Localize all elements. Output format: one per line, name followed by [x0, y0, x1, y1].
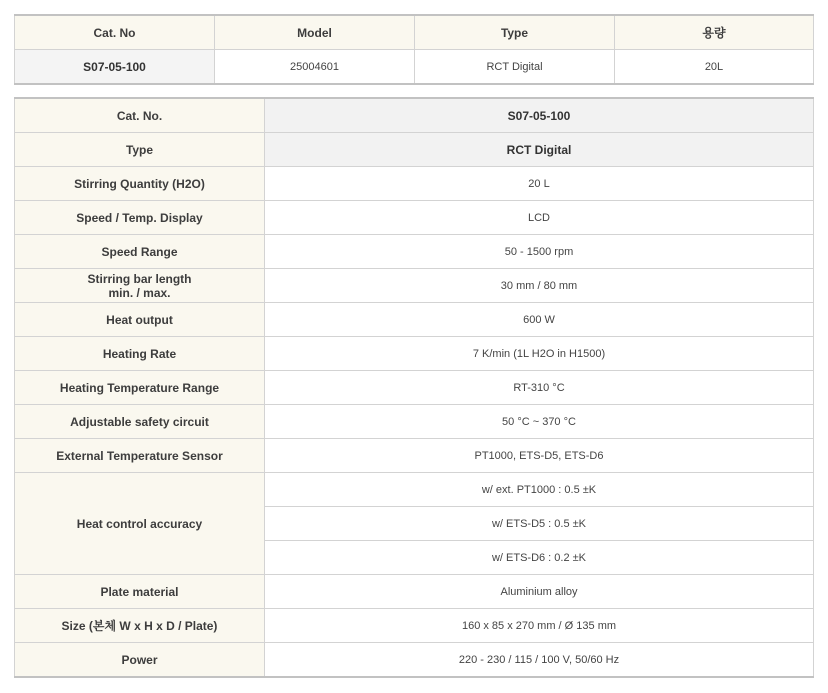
spec-value: 50 - 1500 rpm: [265, 235, 814, 269]
spec-label: Speed Range: [15, 235, 265, 269]
summary-header-row: [15, 15, 814, 50]
spec-label: External Temperature Sensor: [15, 439, 265, 473]
spec-row-heating-temp-range: [15, 371, 814, 405]
spec-label: Heat output: [15, 303, 265, 337]
spec-row-catno: [15, 98, 814, 133]
spec-row-power: [15, 643, 814, 678]
spec-label: Type: [15, 133, 265, 167]
summary-value-model: 25004601: [215, 50, 415, 85]
spec-row-ext-sensor: [15, 439, 814, 473]
spec-value: Aluminium alloy: [265, 575, 814, 609]
summary-header-type: Type: [415, 15, 615, 50]
summary-table: [14, 14, 814, 85]
spec-label: [15, 269, 265, 303]
spec-row-heating-rate: [15, 337, 814, 371]
spec-label: Stirring Quantity (H2O): [15, 167, 265, 201]
spec-value: RCT Digital: [265, 133, 814, 167]
spec-label-line2: min. / max.: [108, 285, 171, 300]
spec-row-size: [15, 609, 814, 643]
spec-value: 160 x 85 x 270 mm / Ø 135 mm: [265, 609, 814, 643]
spec-value: 30 mm / 80 mm: [265, 269, 814, 303]
spec-row-stirring-bar: [15, 269, 814, 303]
spec-value: LCD: [265, 201, 814, 235]
spec-row-safety-circuit: [15, 405, 814, 439]
spec-value: RT-310 °C: [265, 371, 814, 405]
summary-header-catno: Cat. No: [15, 15, 215, 50]
spec-label: Adjustable safety circuit: [15, 405, 265, 439]
spec-value: PT1000, ETS-D5, ETS-D6: [265, 439, 814, 473]
spec-label: Cat. No.: [15, 98, 265, 133]
spec-value: 220 - 230 / 115 / 100 V, 50/60 Hz: [265, 643, 814, 678]
spec-value: 600 W: [265, 303, 814, 337]
spec-label-line1: Stirring bar length: [87, 271, 192, 286]
spec-value: 7 K/min (1L H2O in H1500): [265, 337, 814, 371]
spec-label: Heating Rate: [15, 337, 265, 371]
spec-value: w/ ext. PT1000 : 0.5 ±K: [265, 473, 814, 507]
spec-label: Heating Temperature Range: [15, 371, 265, 405]
summary-value-row: [15, 50, 814, 85]
summary-header-capacity: 용량: [615, 15, 814, 50]
spec-label: Plate material: [15, 575, 265, 609]
spec-value: w/ ETS-D6 : 0.2 ±K: [265, 541, 814, 575]
spec-label: Speed / Temp. Display: [15, 201, 265, 235]
spec-label: Size (본체 W x H x D / Plate): [15, 609, 265, 643]
spec-value: w/ ETS-D5 : 0.5 ±K: [265, 507, 814, 541]
summary-value-capacity: 20L: [615, 50, 814, 85]
spec-table: [14, 97, 814, 678]
spec-value: 20 L: [265, 167, 814, 201]
spec-row-type: [15, 133, 814, 167]
spec-row-plate-material: [15, 575, 814, 609]
spec-label: Heat control accuracy: [15, 473, 265, 575]
summary-header-model: Model: [215, 15, 415, 50]
spec-label: Power: [15, 643, 265, 678]
summary-value-catno: S07-05-100: [15, 50, 215, 85]
spec-row-speed-range: [15, 235, 814, 269]
spec-row-heat-output: [15, 303, 814, 337]
spec-value: 50 °C ~ 370 °C: [265, 405, 814, 439]
spec-row-heat-control-1: [15, 473, 814, 507]
spec-row-display: [15, 201, 814, 235]
summary-value-type: RCT Digital: [415, 50, 615, 85]
spec-value: S07-05-100: [265, 98, 814, 133]
spec-row-stirring-quantity: [15, 167, 814, 201]
